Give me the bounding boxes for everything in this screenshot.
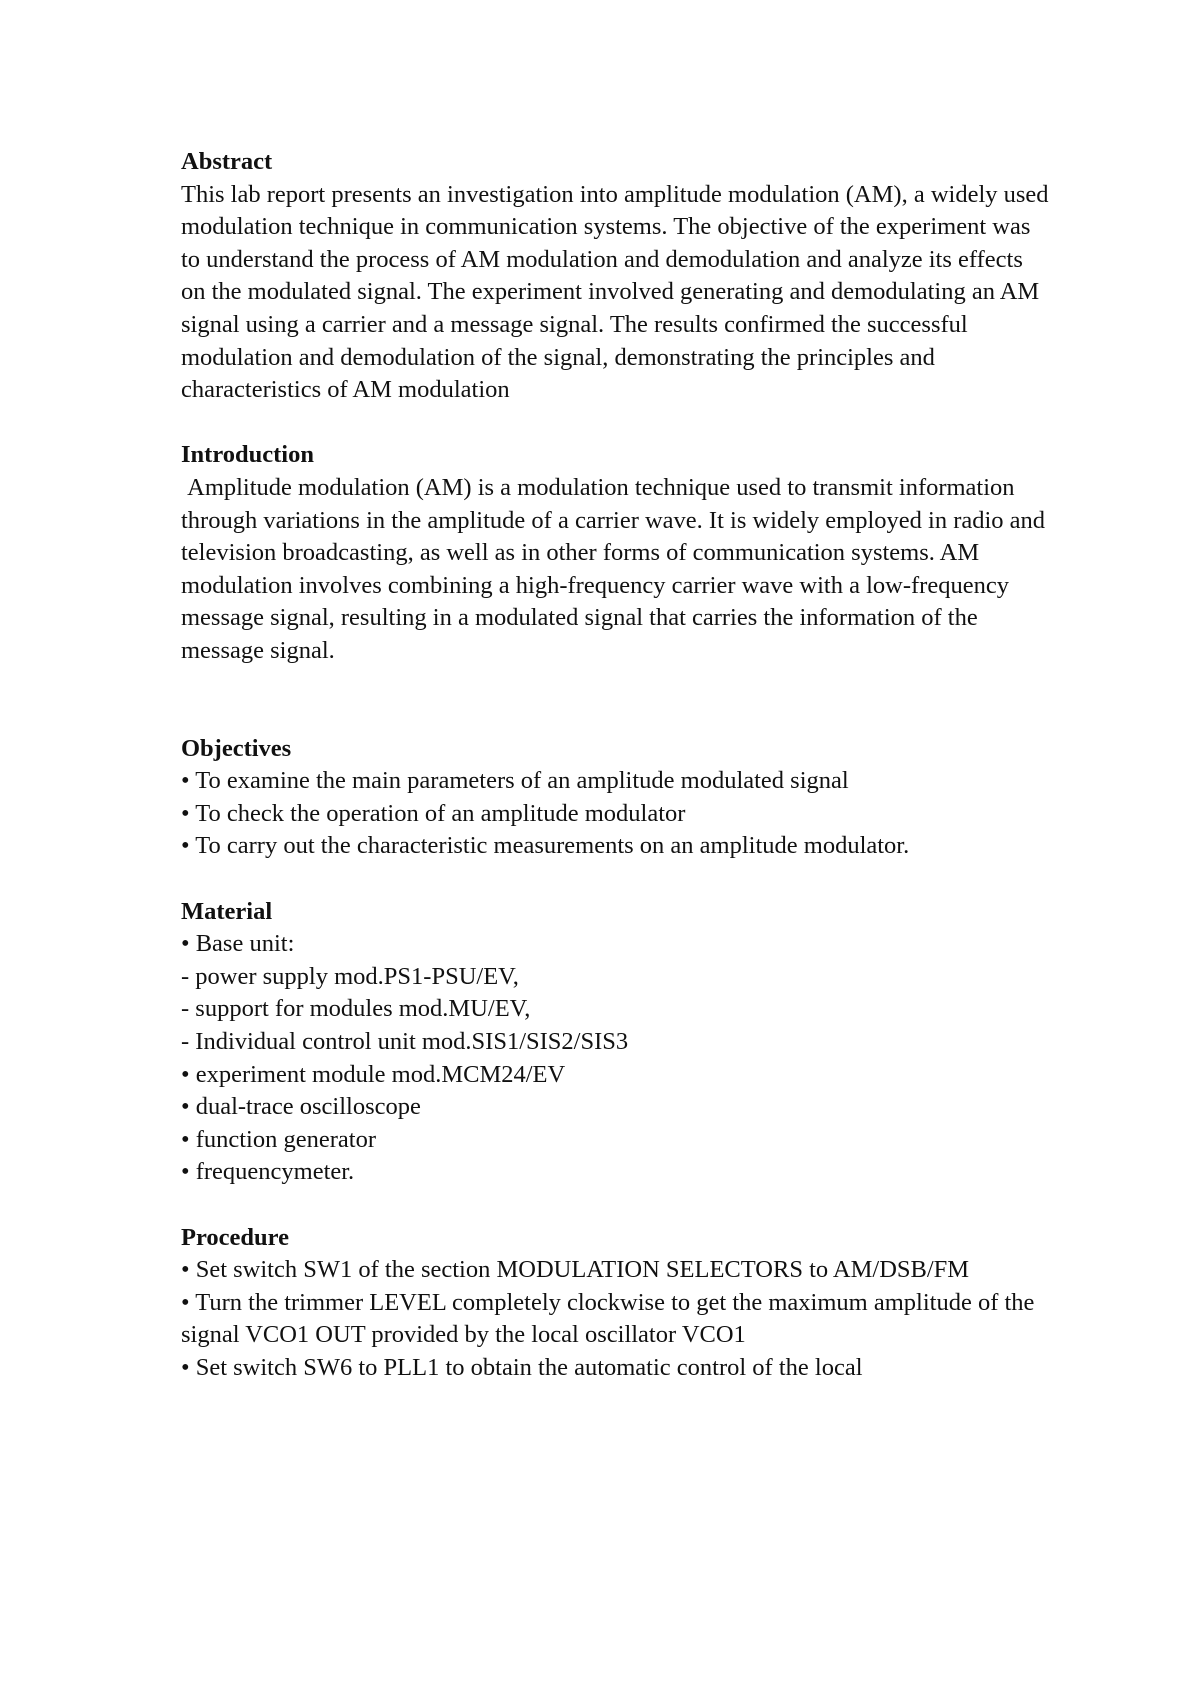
material-heading: Material bbox=[181, 897, 273, 925]
material-item: - support for modules mod.MU/EV, bbox=[181, 995, 531, 1023]
section-spacer bbox=[181, 1189, 1051, 1222]
material-item: - Individual control unit mod.SIS1/SIS2/SIS3 bbox=[181, 1028, 629, 1056]
procedure-heading: Procedure bbox=[181, 1223, 289, 1251]
objective-item: • To carry out the characteristic measurements on an amplitude modulator. bbox=[181, 832, 910, 860]
material-item: - power supply mod.PS1-PSU/EV, bbox=[181, 962, 519, 990]
section-spacer bbox=[181, 668, 1051, 733]
material-item: • frequencymeter. bbox=[181, 1158, 355, 1186]
introduction-section bbox=[181, 439, 1051, 667]
procedure-section bbox=[181, 1222, 1051, 1385]
material-item: • Base unit: bbox=[181, 930, 295, 958]
material-item: • function generator bbox=[181, 1125, 376, 1153]
procedure-item: • Turn the trimmer LEVEL completely clockwise to get the maximum amplitude of the signal VCO1 OUT provided by the local oscillator VCO1 bbox=[181, 1288, 1035, 1349]
introduction-text: Amplitude modulation (AM) is a modulation technique used to transmit information through variations in the amplitude of a carrier wave. It is widely employed in radio and television broadcasting, as well as in other forms of communication systems. AM modulation involves combining a high-frequency carrier wave with a low-frequency message signal, resulting in a modulated signal that carries the information of the message signal. bbox=[181, 473, 1052, 664]
objectives-section bbox=[181, 733, 1051, 863]
introduction-heading: Introduction bbox=[181, 441, 314, 469]
abstract-text: This lab report presents an investigation into amplitude modulation (AM), a widely used modulation technique in communication systems. The objective of the experiment was to understand the process of AM modulation and demodulation and analyze its effects on the modulated signal. The experiment involved generating and demodulating an AM signal using a carrier and a message signal. The results confirmed the successful modulation and demodulation of the signal, demonstrating the principles and characteristics of AM modulation bbox=[181, 180, 1049, 404]
procedure-item: • Set switch SW6 to PLL1 to obtain the automatic control of the local bbox=[181, 1353, 863, 1381]
material-item: • experiment module mod.MCM24/EV bbox=[181, 1060, 566, 1088]
section-spacer bbox=[181, 863, 1051, 896]
material-item: • dual-trace oscilloscope bbox=[181, 1093, 421, 1121]
abstract-heading: Abstract bbox=[181, 148, 273, 175]
document-content bbox=[181, 146, 1051, 1385]
material-section bbox=[181, 896, 1051, 1189]
section-spacer bbox=[181, 407, 1051, 440]
abstract-section bbox=[181, 146, 1051, 407]
objective-item: • To examine the main parameters of an amplitude modulated signal bbox=[181, 767, 849, 795]
objectives-heading: Objectives bbox=[181, 734, 292, 762]
objective-item: • To check the operation of an amplitude modulator bbox=[181, 799, 686, 827]
procedure-item: • Set switch SW1 of the section MODULATION SELECTORS to AM/DSB/FM bbox=[181, 1256, 970, 1284]
